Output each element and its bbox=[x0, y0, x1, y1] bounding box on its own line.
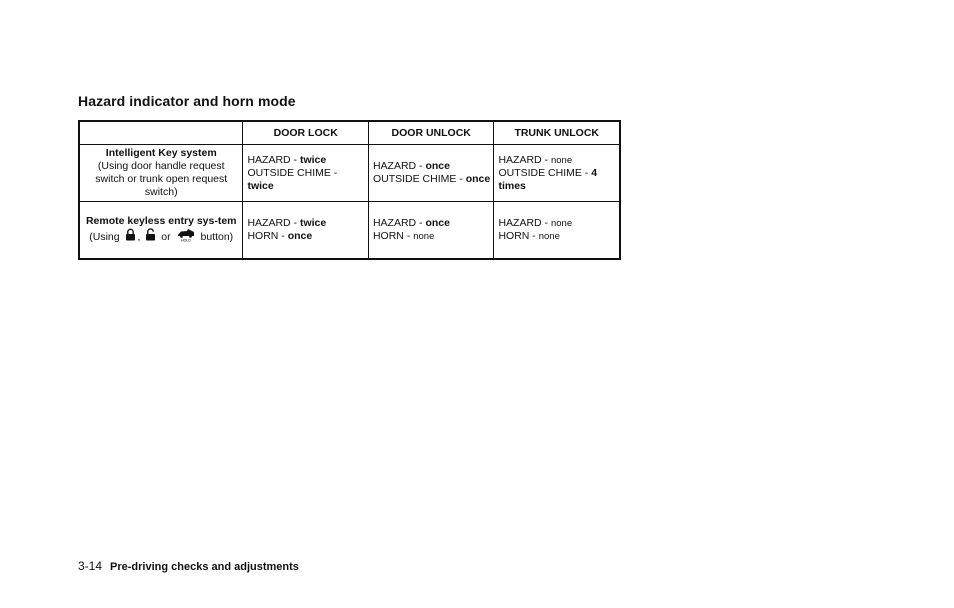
header-blank bbox=[79, 121, 243, 145]
horn-value: none bbox=[413, 231, 435, 242]
header-door-unlock: DOOR UNLOCK bbox=[368, 121, 494, 145]
hazard-prefix: HAZARD - bbox=[498, 217, 551, 229]
horn-value: none bbox=[538, 231, 560, 242]
unlock-icon bbox=[145, 228, 156, 245]
table-row-intelligent-key bbox=[79, 145, 620, 202]
cell-rk-door-unlock bbox=[368, 202, 494, 260]
row-label-detail: (Using door handle request switch or trunk open request switch) bbox=[95, 160, 228, 198]
page-footer bbox=[78, 559, 299, 573]
chime-value: once bbox=[465, 173, 491, 185]
chime-prefix: OUTSIDE CHIME - bbox=[247, 166, 338, 179]
chapter-title: Pre-driving checks and adjustments bbox=[110, 561, 299, 573]
horn-value: once bbox=[287, 230, 313, 242]
table-header-row bbox=[79, 121, 620, 145]
row-label-intelligent-key bbox=[79, 145, 243, 202]
hazard-value: once bbox=[425, 217, 450, 229]
row-label-detail bbox=[85, 228, 237, 246]
hazard-prefix: HAZARD - bbox=[372, 160, 426, 172]
row-label-title: Intelligent Key system bbox=[105, 147, 217, 159]
label-or: or bbox=[161, 230, 171, 243]
hazard-value: once bbox=[425, 160, 450, 172]
cell-rk-door-lock bbox=[243, 202, 369, 260]
hazard-prefix: HAZARD - bbox=[372, 217, 426, 229]
label-button: button) bbox=[200, 230, 234, 243]
trunk-icon bbox=[176, 228, 196, 246]
label-comma: , bbox=[137, 230, 141, 243]
horn-prefix: HORN - bbox=[372, 230, 414, 242]
lock-icon bbox=[125, 228, 136, 245]
hazard-value: twice bbox=[299, 153, 327, 166]
cell-ik-door-unlock bbox=[368, 145, 494, 202]
hazard-value: none bbox=[550, 218, 573, 229]
label-using: (Using bbox=[89, 230, 120, 243]
row-label-title: Remote keyless entry sys-tem bbox=[85, 214, 237, 227]
hazard-value: twice bbox=[299, 217, 327, 229]
chime-value: twice bbox=[247, 179, 274, 192]
svg-text:HOLD: HOLD bbox=[180, 238, 191, 242]
cell-ik-trunk-unlock bbox=[494, 145, 620, 202]
table-row-remote-keyless bbox=[79, 202, 620, 260]
chime-prefix: OUTSIDE CHIME - bbox=[372, 173, 466, 185]
cell-rk-trunk-unlock bbox=[494, 202, 620, 260]
header-door-lock: DOOR LOCK bbox=[243, 121, 369, 145]
header-trunk-unlock: TRUNK UNLOCK bbox=[494, 121, 620, 145]
horn-prefix: HORN - bbox=[498, 230, 539, 242]
chime-value: 4 times bbox=[498, 166, 598, 192]
hazard-prefix: HAZARD - bbox=[247, 153, 300, 166]
hazard-prefix: HAZARD - bbox=[247, 217, 300, 229]
cell-ik-door-lock bbox=[243, 145, 369, 202]
hazard-value: none bbox=[550, 154, 573, 166]
section-title: Hazard indicator and horn mode bbox=[78, 93, 296, 109]
hazard-horn-mode-table bbox=[78, 120, 621, 260]
horn-prefix: HORN - bbox=[247, 230, 288, 242]
chime-prefix: OUTSIDE CHIME - bbox=[498, 166, 592, 179]
hazard-prefix: HAZARD - bbox=[498, 153, 551, 166]
row-label-remote-keyless bbox=[79, 202, 243, 260]
page-number: 3-14 bbox=[78, 559, 103, 573]
